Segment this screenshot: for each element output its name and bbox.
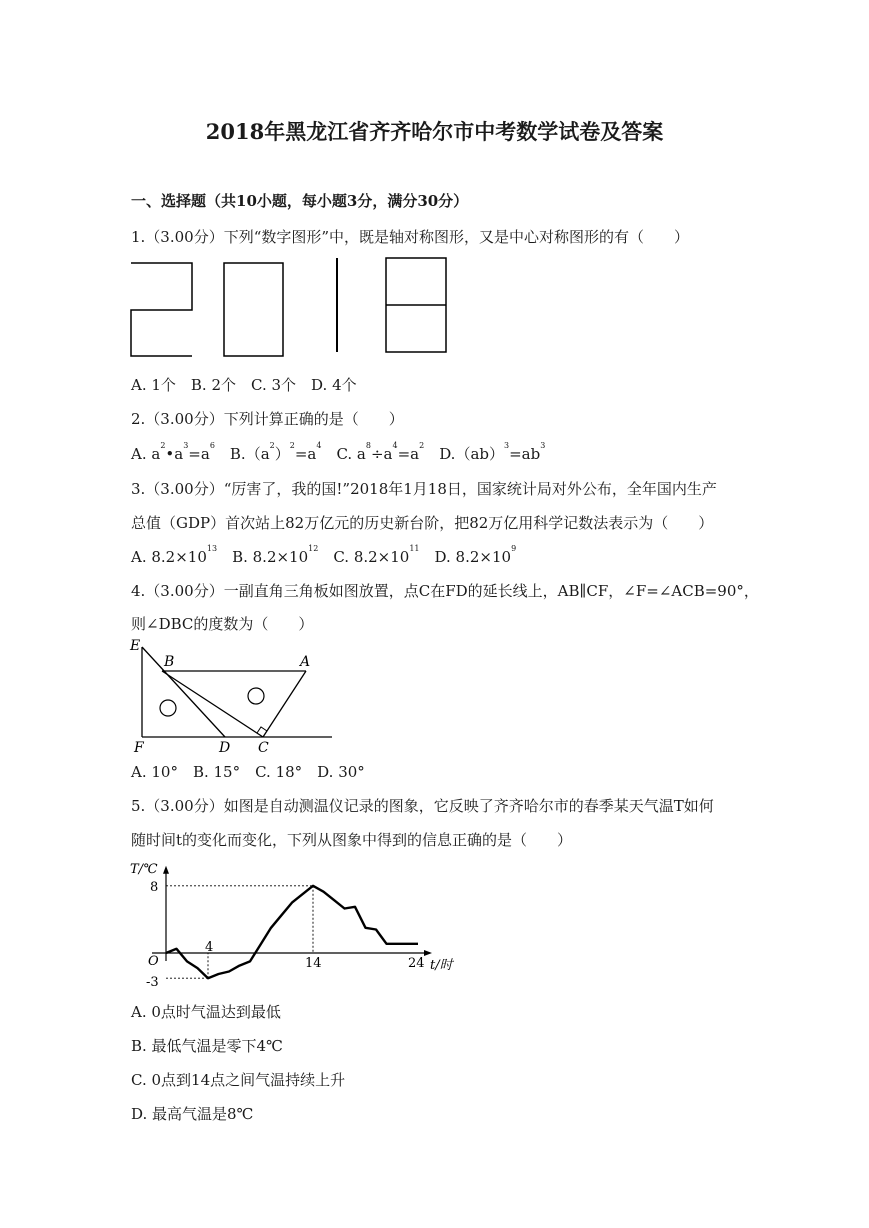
x-axis-arrow xyxy=(424,950,432,956)
label-D: D xyxy=(219,740,231,756)
label-A: A xyxy=(300,654,311,670)
q3-stem-line2: 总值（GDP）首次站上82万亿元的历史新台阶，把82万亿用科学记数法表示为（ ） xyxy=(131,514,714,532)
x-tick-14: 14 xyxy=(305,956,322,971)
q5-temperature-chart xyxy=(128,855,453,991)
page-title: 2018年黑龙江省齐齐哈尔市中考数学试卷及答案 xyxy=(205,119,664,144)
q5-option-d: D. 最高气温是8℃ xyxy=(131,1105,254,1123)
q1-stem: 1.（3.00分）下列“数字图形”中，既是轴对称图形，又是中心对称图形的有（ ） xyxy=(131,228,690,246)
x-axis-label: t/时 xyxy=(430,958,453,973)
label-F: F xyxy=(134,740,144,756)
q3-stem-line1: 3.（3.00分）“厉害了，我的国!”2018年1月18日，国家统计局对外公布，全年国内生产 xyxy=(131,480,717,498)
label-E: E xyxy=(130,638,141,654)
y-tick-8: 8 xyxy=(150,879,159,895)
q4-options: A. 10° B. 15° C. 18° D. 30° xyxy=(131,763,365,781)
q5-stem-line1: 5.（3.00分）如图是自动测温仪记录的图象，它反映了齐齐哈尔市的春季某天气温T如何 xyxy=(131,797,714,815)
q1-options: A. 1个 B. 2个 C. 3个 D. 4个 xyxy=(131,376,357,394)
q5-option-c: C. 0点到14点之间气温持续上升 xyxy=(131,1071,346,1089)
q1-digit-figures xyxy=(128,255,458,361)
section-heading: 一、选择题（共10小题，每小题3分，满分30分） xyxy=(131,192,469,210)
y-axis-arrow xyxy=(163,866,169,874)
digit-2-figure xyxy=(131,263,192,356)
origin-label: O xyxy=(148,954,159,969)
label-B: B xyxy=(164,654,175,670)
q5-option-a: A. 0点时气温达到最低 xyxy=(131,1003,281,1021)
q2-options: A. $a^2•a^3=a^6$ $B.(a^2)^2=a^4$ C. $a^8\div a^4=a^2$ $D.(ab)^3=ab^3$ xyxy=(131,441,546,463)
q3-options: A. $8.2\times 10^{13}$ B. $8.2\times 10^{12}$ C. $8.2\times 10^{11}$ D. $8.2\times 10^9$ xyxy=(131,544,517,566)
y-tick-neg3: -3 xyxy=(146,975,159,991)
x-tick-24: 24 xyxy=(408,956,425,971)
digit-0-figure xyxy=(224,263,283,356)
x-tick-4: 4 xyxy=(205,940,214,955)
q2-stem: 2.（3.00分）下列计算正确的是（ ） xyxy=(131,410,404,428)
q4-stem-line1: 4.（3.00分）一副直角三角板如图放置，点C在FD的延长线上，AB∥CF，∠F=∠ACB=90°， xyxy=(131,582,759,600)
q5-option-b: B. 最低气温是零下4℃ xyxy=(131,1037,283,1055)
temperature-line xyxy=(166,886,418,978)
y-axis-label: T/℃ xyxy=(130,862,158,877)
q5-stem-line2: 随时间t的变化而变化，下列从图象中得到的信息正确的是（ ） xyxy=(131,831,573,849)
q4-triangle-figure xyxy=(128,636,338,758)
label-C: C xyxy=(258,740,269,756)
q4-stem-line2: 则∠DBC的度数为（ ） xyxy=(131,615,314,633)
